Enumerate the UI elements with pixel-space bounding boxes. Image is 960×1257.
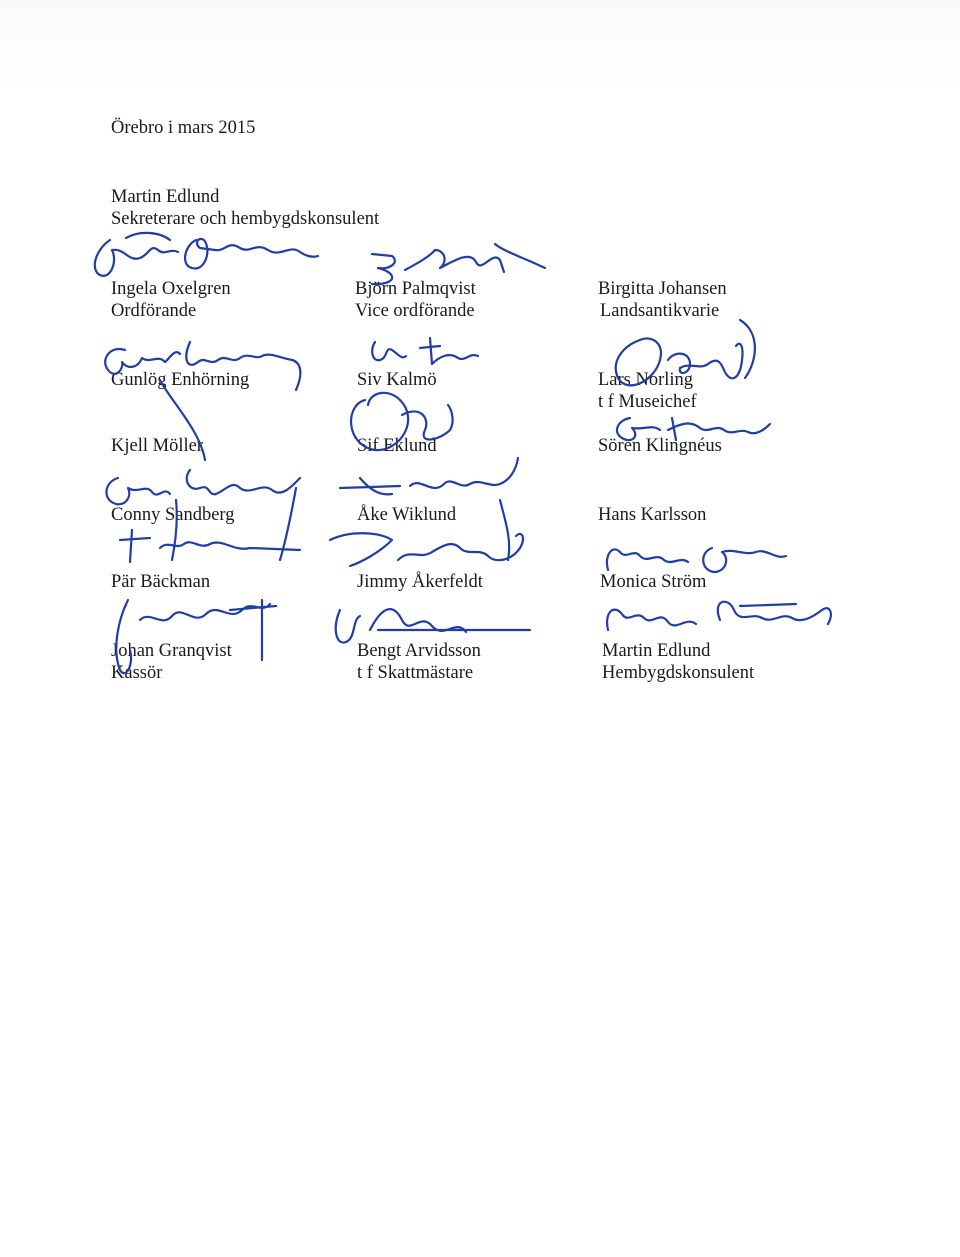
signatory-title: Landsantikvarie <box>600 301 720 321</box>
signatory-name: Bengt Arvidsson <box>357 641 481 661</box>
signatory-name: Hans Karlsson <box>598 505 707 525</box>
signature-jimmy-akerfeldt <box>330 533 523 566</box>
scan-edge-shading <box>0 0 960 90</box>
signatory-name: Martin Edlund <box>602 641 711 661</box>
signatory-name: Siv Kalmö <box>357 370 437 390</box>
signature-par-backman <box>120 530 300 562</box>
signatory-name: Conny Sandberg <box>111 505 235 525</box>
signature-bengt-arvidsson <box>336 609 530 642</box>
author-title: Sekreterare och hembygdskonsulent <box>111 209 380 229</box>
author-name: Martin Edlund <box>111 187 220 207</box>
signatory-title: Vice ordförande <box>355 301 475 321</box>
signatory-name: Jimmy Åkerfeldt <box>357 572 483 592</box>
signatory-title: t f Skattmästare <box>357 663 474 683</box>
signatory-name: Birgitta Johansen <box>598 279 727 299</box>
signatory-name: Ingela Oxelgren <box>111 279 231 299</box>
signature-ingela-oxelgren <box>95 233 318 276</box>
signatory-name: Kjell Möller <box>111 436 203 456</box>
signatory-name: Åke Wiklund <box>357 505 457 525</box>
signatory-name: Gunlög Enhörning <box>111 370 250 390</box>
signatory-name: Sif Eklund <box>357 436 437 456</box>
signatory-name: Monica Ström <box>600 572 707 592</box>
signature-monica-strom <box>607 548 786 572</box>
signatory-name: Pär Bäckman <box>111 572 211 592</box>
signatory-title: t f Museichef <box>598 392 697 412</box>
place-and-date: Örebro i mars 2015 <box>111 118 256 138</box>
signature-siv-kalmo <box>372 338 478 364</box>
signatory-name: Björn Palmqvist <box>355 279 476 299</box>
signatory-title: Ordförande <box>111 301 197 321</box>
signatory-name: Lars Norling <box>598 370 694 390</box>
signatory-name: Sören Klingnéus <box>598 436 722 456</box>
signature-martin-edlund <box>607 602 831 630</box>
signatory-name: Johan Granqvist <box>111 641 232 661</box>
signatory-title: Hembygdskonsulent <box>602 663 755 683</box>
signatory-title: Kassör <box>111 663 163 683</box>
